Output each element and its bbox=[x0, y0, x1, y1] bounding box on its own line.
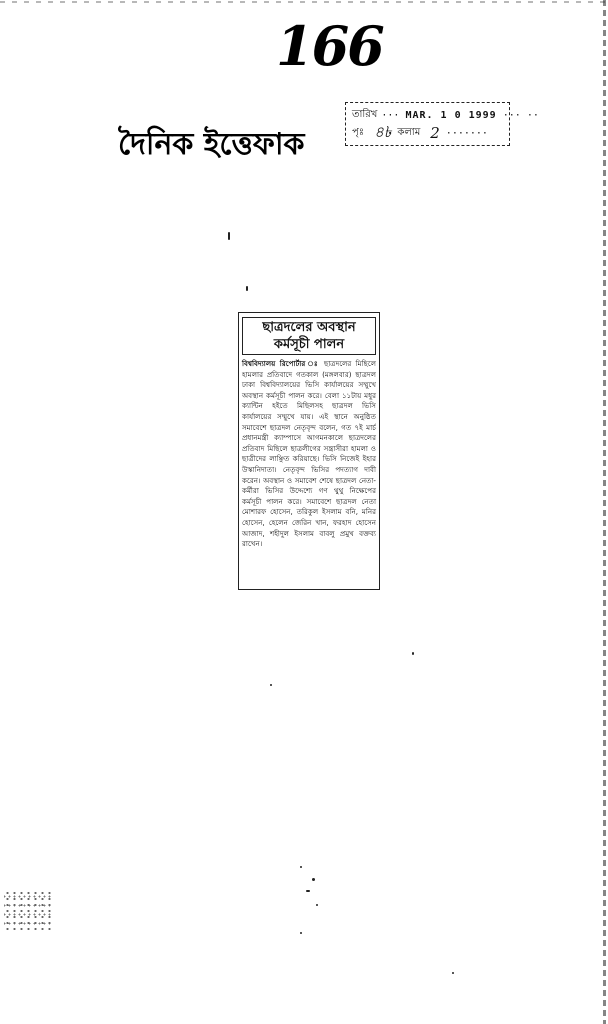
headline-line-2: কর্মসূচী পালন bbox=[273, 337, 345, 352]
scan-speck bbox=[300, 932, 302, 934]
scan-speck bbox=[270, 684, 272, 686]
stamp-dots: ··· bbox=[381, 109, 406, 121]
scan-speck bbox=[228, 232, 230, 240]
scan-speck bbox=[312, 878, 315, 881]
stamp-column-label: কলাম bbox=[397, 126, 421, 138]
scan-speck bbox=[452, 972, 454, 974]
article-headline bbox=[242, 317, 376, 355]
stamp-dots-column: ······· bbox=[445, 127, 488, 139]
stamp-dots-end: ··· ·· bbox=[496, 109, 539, 121]
scan-speck bbox=[246, 286, 248, 291]
date-stamp bbox=[345, 102, 539, 146]
stamp-column-value: 2 bbox=[430, 124, 440, 142]
stamp-page-value: ৪৳ bbox=[374, 122, 392, 141]
stamp-page-row bbox=[352, 124, 503, 142]
article-body bbox=[242, 359, 376, 550]
article-text: ছাত্রদলের মিছিলে হামলার প্রতিবাদে গতকাল (মঙ্গলবার) ছাত্রদল ঢাকা বিশ্ববিদ্যালয়ের ভিসি কার্যালয়ের সম্মুখে অবস্থান কর্মসূচী পালন করে। বেলা ১১টায় মধুর ক্যান্টিন হইতে মিছিলসহ ছাত্রদল ভিসি কার্যালয়ের সম্মুখে যায়। এই স্থানে অনুষ্ঠিত সমাবেশে ছাত্রদল নেতৃবৃন্দ বলেন, গত ৭ই মার্চ প্রধানমন্ত্রী ক্যাম্পাসে আগমনকালে ছাত্রদলের প্রতিবাদ মিছিলে ছাত্রলীগের সন্ত্রাসীরা হামলা ও ছাত্রীদের লাঞ্ছিত করিয়াছে। ভিসি নিজেই ইহার উস্কানিদাতা। নেতৃবৃন্দ ভিসির পদত্যাগ দাবী করেন। অবস্থান ও সমাবেশ শেষে ছাত্রদল নেতা-কর্মীরা ভিসির উদ্দেশ্যে গণ থুথু নিক্ষেপের কর্মসূচী পালন করে। সমাবেশে ছাত্রদল নেতা মোশারফ হোসেন, তরিকুল ইসলাম বনি, মনির হোসেন, হেলেন জেরিন খান, ফরহাদ হোসেন আজাদ, শহীদুল ইসলাম বাবলু প্রমুখ বক্তব্য রাখেন। bbox=[242, 359, 376, 549]
stamp-date-value: MAR. 1 0 1999 bbox=[405, 109, 497, 121]
scan-edge-top bbox=[0, 1, 608, 3]
handwritten-page-number: 166 bbox=[276, 14, 383, 78]
scan-speck bbox=[316, 904, 318, 906]
headline-line-1: ছাত্রদলের অবস্থান bbox=[262, 320, 356, 335]
scan-noise-cluster bbox=[4, 890, 52, 930]
article-byline: বিশ্ববিদ্যালয় রিপোর্টার ঃ bbox=[242, 359, 320, 368]
scan-speck bbox=[300, 866, 302, 868]
news-clipping bbox=[238, 312, 380, 590]
scan-speck bbox=[412, 652, 414, 655]
scan-speck bbox=[306, 890, 310, 892]
stamp-date-label: তারিখ bbox=[352, 108, 378, 120]
newspaper-masthead: দৈনিক ইত্তেফাক bbox=[118, 127, 305, 162]
stamp-page-label: পৃঃ bbox=[352, 126, 365, 138]
scan-edge-right bbox=[603, 0, 606, 1024]
